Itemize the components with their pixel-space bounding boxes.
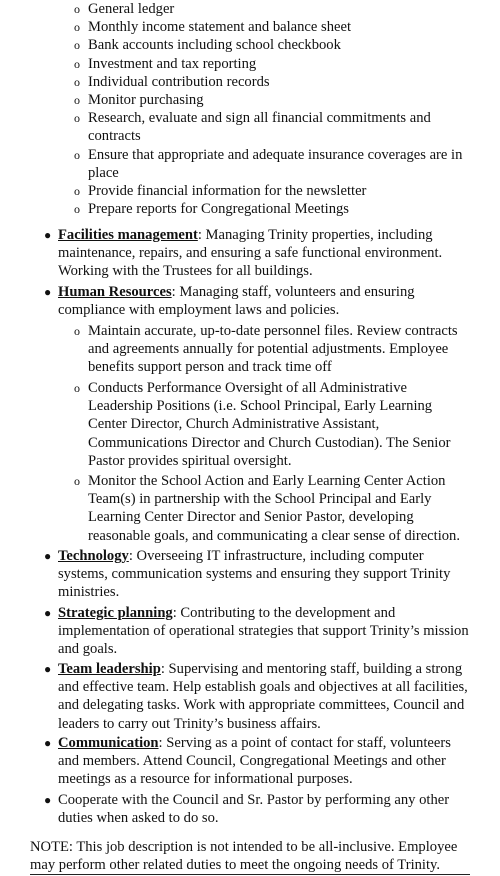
- note-paragraph: NOTE: This job description is not intended to be all-inclusive. Employee may perform other related duties to meet the ongoing needs of Trinity.: [30, 839, 458, 874]
- finance-sub-list: [0, 0, 500, 218]
- circle-marker-icon: o: [74, 93, 80, 108]
- human-resources-title: Human Resources: [58, 284, 172, 300]
- sub-list-item: o General ledger: [74, 1, 175, 17]
- circle-marker-icon: o: [74, 38, 80, 53]
- circle-marker-icon: o: [74, 111, 80, 126]
- strategic-planning-bullet: ● Strategic planning: Contributing to the development and implementation of operational strategies that support Trinity’s mission and goals.: [44, 605, 469, 658]
- sub-list-item: o Monthly income statement and balance sheet: [74, 19, 352, 36]
- circle-marker-icon: o: [74, 202, 80, 217]
- technology-title: Technology: [58, 548, 129, 564]
- sub-list-item: o Ensure that appropriate and adequate insurance coverages are in place: [74, 146, 463, 181]
- circle-marker-icon: o: [74, 381, 80, 395]
- team-leadership-title: Team leadership: [58, 661, 161, 677]
- bullet-icon: ●: [44, 736, 52, 750]
- hr-sub-item: o Conducts Performance Oversight of all Administrative Leadership Positions (i.e. School Principal, Early Learning Center Director, Church Administrative Assistant, Communications Director and Church Custodian). The Senior Pastor provides spiritual oversight.: [74, 380, 451, 469]
- sub-list-item: o Provide financial information for the newsletter: [74, 183, 367, 200]
- bullet-icon: ●: [44, 285, 52, 299]
- sub-list-item: o Research, evaluate and sign all financial commitments and contracts: [74, 110, 431, 145]
- bullet-icon: ●: [44, 662, 52, 676]
- hr-sub-item: o Monitor the School Action and Early Learning Center Action Team(s) in partnership with the School Principal and Early Learning Center Director and Senior Pastor, developing reasonable goals, and communicating a clear sense of direction.: [74, 473, 460, 544]
- circle-marker-icon: o: [74, 474, 80, 488]
- sub-list-item: o Investment and tax reporting: [74, 55, 257, 72]
- hr-sub-item: o Maintain accurate, up-to-date personnel files. Review contracts and agreements annually for potential adjustments. Employee benefits support person and track time off: [74, 323, 458, 376]
- sub-list-item: o Bank accounts including school checkbook: [74, 37, 341, 54]
- sub-list-item: o Individual contribution records: [74, 73, 270, 90]
- circle-marker-icon: o: [74, 147, 80, 162]
- communication-title: Communication: [58, 735, 159, 751]
- bullet-icon: ●: [44, 793, 52, 807]
- bullet-icon: ●: [44, 606, 52, 620]
- communication-bullet: ● Communication: Serving as a point of contact for staff, volunteers and members. Attend Council, Congregational Meetings and other meetings as a resource for informational purposes.: [44, 735, 451, 788]
- bullet-icon: ●: [44, 549, 52, 563]
- circle-marker-icon: o: [74, 2, 80, 16]
- facilities-title: Facilities management: [58, 227, 198, 243]
- circle-marker-icon: o: [74, 56, 80, 71]
- note-underline: [30, 874, 470, 875]
- circle-marker-icon: o: [74, 184, 80, 199]
- sub-list-item: o Prepare reports for Congregational Meetings: [74, 201, 349, 218]
- sub-list-item: o Monitor purchasing: [74, 92, 204, 109]
- circle-marker-icon: o: [74, 324, 80, 338]
- circle-marker-icon: o: [74, 74, 80, 89]
- human-resources-bullet: ● Human Resources: Managing staff, volunteers and ensuring compliance with employment laws and policies.: [44, 284, 415, 319]
- circle-marker-icon: o: [74, 20, 80, 35]
- facilities-bullet: ● Facilities management: Managing Trinity properties, including maintenance, repairs, and ensuring a safe functional environment. Working with the Trustees for all buildings.: [44, 227, 443, 280]
- team-leadership-bullet: ● Team leadership: Supervising and mentoring staff, building a strong and effective team. Help establish goals and objectives at all facilities, and delegating tasks. Work with appropriate committees, Council and leaders to carry out Trinity’s business affairs.: [44, 661, 468, 732]
- technology-bullet: ● Technology: Overseeing IT infrastructure, including computer systems, communication systems and ensuring they support Trinity ministries.: [44, 548, 451, 601]
- cooperate-bullet: ● Cooperate with the Council and Sr. Pastor by performing any other duties when asked to do so.: [44, 792, 450, 827]
- bullet-icon: ●: [44, 228, 52, 242]
- strategic-planning-title: Strategic planning: [58, 605, 173, 621]
